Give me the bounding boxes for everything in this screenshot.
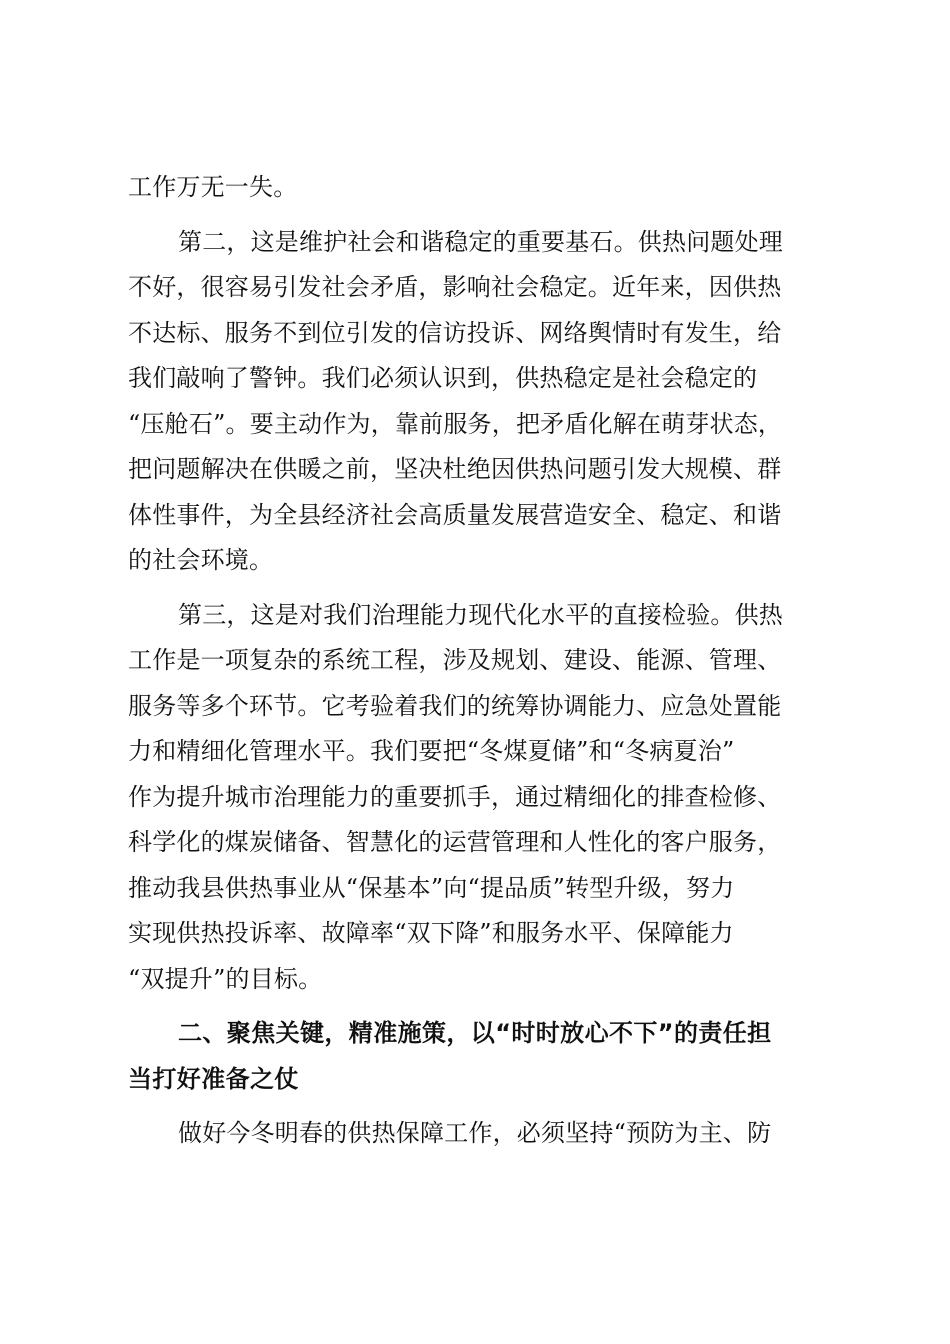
paragraph-line: 第二，这是维护社会和谐稳定的重要基石。供热问题处理 — [178, 227, 783, 256]
paragraph-line: 科学化的煤炭储备、智慧化的运营管理和人性化的客户服务， — [128, 828, 782, 856]
paragraph-section-intro — [128, 1111, 832, 1157]
paragraph-line: 第三，这是对我们治理能力现代化水平的直接检验。供热 — [178, 600, 783, 629]
paragraph-line: 把问题解决在供暖之前，坚决杜绝因供热问题引发大规模、群 — [128, 455, 782, 483]
document-body — [128, 165, 832, 1157]
paragraph-line: 不达标、服务不到位引发的信访投诉、网络舆情时有发生，给 — [128, 318, 782, 347]
paragraph-line: 推动我县供热事业从“保基本”向“提品质”转型升级，努力 — [128, 873, 735, 902]
paragraph-line: 不好，很容易引发社会矛盾，影响社会稳定。近年来，因供热 — [128, 273, 782, 301]
paragraph-line: 体性事件，为全县经济社会高质量发展营造安全、稳定、和谐 — [128, 500, 782, 529]
paragraph-line: 服务等多个环节。它考验着我们的统筹协调能力、应急处置能 — [128, 691, 782, 720]
section-heading — [128, 1011, 832, 1102]
paragraph-line: “双提升”的目标。 — [128, 964, 323, 993]
paragraph-line: 做好今冬明春的供热保障工作，必须坚持“预防为主、防 — [178, 1119, 772, 1147]
section-heading-line: 当打好准备之仗 — [128, 1064, 299, 1093]
paragraph-third-point — [128, 593, 832, 1003]
paragraph-line: 实现供热投诉率、故障率“双下降”和服务水平、保障能力 — [128, 919, 734, 947]
paragraph-line: 力和精细化管理水平。我们要把“冬煤夏储”和“冬病夏治” — [128, 737, 735, 765]
paragraph-line: 作为提升城市治理能力的重要抓手，通过精细化的排查检修、 — [128, 782, 782, 811]
paragraph-fragment-line: 工作万无一失。 — [128, 173, 298, 201]
section-heading-line: 二、聚焦关键，精准施策，以“时时放心不下”的责任担 — [178, 1019, 772, 1047]
paragraph-line: 的社会环境。 — [128, 546, 274, 574]
paragraph-line: 工作是一项复杂的系统工程，涉及规划、建设、能源、管理、 — [128, 646, 782, 674]
paragraph-line: “压舱石”。要主动作为，靠前服务，把矛盾化解在萌芽状态， — [128, 409, 783, 438]
paragraph-line: 我们敲响了警钟。我们必须认识到，供热稳定是社会稳定的 — [128, 364, 758, 392]
paragraph-second-point — [128, 220, 832, 584]
